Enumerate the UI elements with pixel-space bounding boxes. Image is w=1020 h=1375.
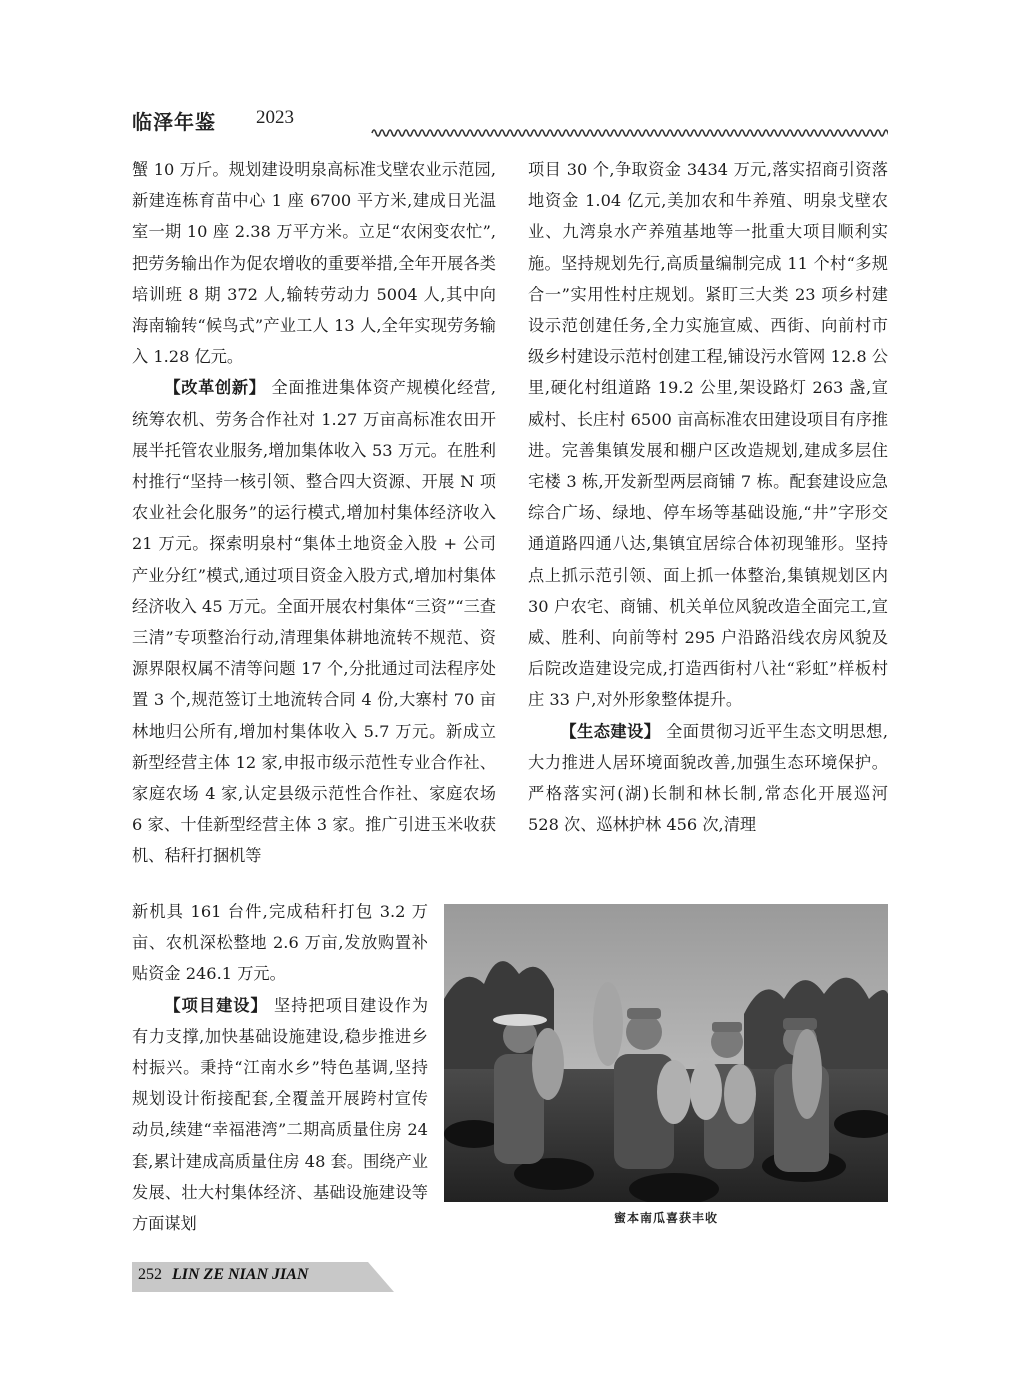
section-keyword: 【项目建设】 <box>164 995 268 1015</box>
paragraph <box>528 716 888 841</box>
section-keyword: 【改革创新】 <box>164 378 266 398</box>
wavy-rule <box>132 126 888 140</box>
lower-left-text-column <box>132 896 428 1239</box>
paragraph-text: 全面推进集体资产规模化经营,统筹农机、劳务合作社对 1.27 万亩高标准农田开展半托管农业服务,增加集体收入 53 万元。在胜利村推行“坚持一核引领、整合四大资源、开展 N 项农业社会化服务”的运行模式,增加村集体经济收入 21 万元。探索明泉村“集体土地资金入股 + 公司产业分红”模式,通过项目资金入股方式,增加村集体经济收入 45 万元。全面开展农村集体“三资”“三查三清”专项整治行动,清理集体耕地流转不规范、资源界限权属不清等问题 17 个,分批通过司法程序处置 3 个,规范签订土地流转合同 4 份,大寨村 70 亩林地归公所有,增加村集体收入 5.7 万元。新成立新型经营主体 12 家,申报市级示范性专业合作社、家庭农场 4 家,认定县级示范性合作社、家庭农场 6 家、十佳新型经营主体 3 家。推广引进玉米收获机、秸秆打捆机等 <box>132 378 496 866</box>
paragraph-text: 蟹 10 万斤。规划建设明泉高标准戈壁农业示范园,新建连栋育苗中心 1 座 6700 平方米,建成日光温室一期 10 座 2.38 万平方米。立足“农闲变农忙”,把劳务输出作为促农增收的重要举措,全年开展各类培训班 8 期 372 人,输转劳动力 5004 人,其中向海南输转“候鸟式”产业工人 13 人,全年实现劳务输入 1.28 亿元。 <box>132 160 496 367</box>
paragraph <box>132 154 496 372</box>
section-keyword: 【生态建设】 <box>560 721 661 741</box>
paragraph <box>132 896 428 990</box>
right-text-column <box>528 154 888 840</box>
paragraph-text: 全面贯彻习近平生态文明思想,大力推进人居环境面貌改善,加强生态环境保护。严格落实河(湖)长制和林长制,常态化开展巡河 528 次、巡林护林 456 次,清理 <box>528 721 888 835</box>
paragraph-text: 坚持把项目建设作为有力支撑,加快基础设施建设,稳步推进乡村振兴。秉持“江南水乡”特色基调,坚持规划设计衔接配套,全覆盖开展跨村宣传动员,续建“幸福港湾”二期高质量住房 24 套,累计建成高质量住房 48 套。围绕产业发展、壮大村集体经济、基础设施建设等方面谋划 <box>132 995 429 1234</box>
yearbook-title: 临泽年鉴 <box>132 110 216 134</box>
paragraph <box>132 372 496 871</box>
paragraph <box>528 154 888 716</box>
running-header <box>132 106 888 146</box>
left-text-column <box>132 154 496 872</box>
footer-title: LIN ZE NIAN JIAN <box>172 1266 309 1283</box>
photo-caption: 蜜本南瓜喜获丰收 <box>613 1211 718 1225</box>
paragraph-text: 项目 30 个,争取资金 3434 万元,落实招商引资落地资金 1.04 亿元,美加农和牛养殖、明泉戈壁农业、九湾泉水产养殖基地等一批重大项目顺利实施。坚持规划先行,高质量编制完成 11 个村“多规合一”实用性村庄规划。紧盯三大类 23 项乡村建设示范创建任务,全力实施宣威、西街、向前村市级乡村建设示范村创建工程,铺设污水管网 12.8 公里,硬化村组道路 19.2 公里,架设路灯 263 盏,宣威村、长庄村 6500 亩高标准农田建设项目有序推进。完善集镇发展和棚户区改造规划,建成多层住宅楼 3 栋,开发新型两层商铺 7 栋。配套建设应急综合广场、绿地、停车场等基础设施,“井”字形交通道路四通八达,集镇宜居综合体初现雏形。坚持点上抓示范引领、面上抓一体整治,集镇规划区内 30 户农宅、商铺、机关单位风貌改造全面完工,宣威、胜利、向前等村 295 户沿路沿线农房风貌及后院改造建设完成,打造西街村八社“彩虹”样板村庄 33 户,对外形象整体提升。 <box>528 160 888 710</box>
paragraph <box>132 990 428 1240</box>
page-number: 252 <box>138 1266 162 1283</box>
harvest-photo <box>444 904 888 1202</box>
paragraph-text: 新机具 161 台件,完成秸秆打包 3.2 万亩、农机深松整地 2.6 万亩,发放购置补贴资金 246.1 万元。 <box>132 902 428 984</box>
yearbook-year: 2023 <box>256 107 294 128</box>
